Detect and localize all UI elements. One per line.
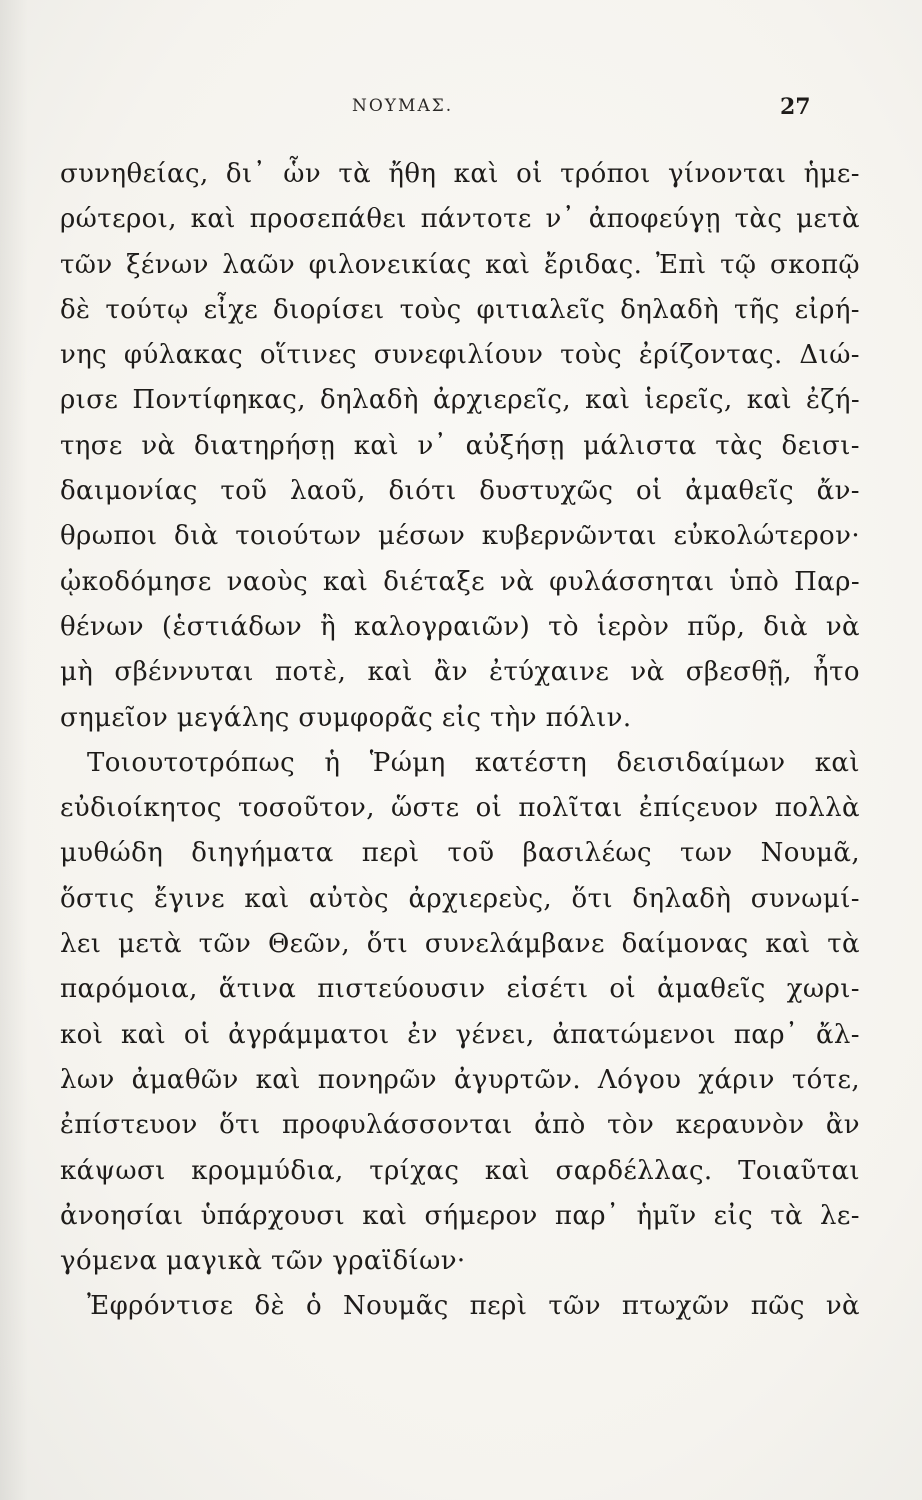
text-line: μὴ σβέννυται ποτὲ, καὶ ἂν ἐτύχαινε νὰ σβεσθῇ, ἦτο: [60, 657, 860, 688]
text-line: θένων (ἑστιάδων ἢ καλογραιῶν) τὸ ἱερὸν πῦρ, διὰ νὰ: [60, 611, 860, 642]
running-title: ΝΟΥΜΑΣ.: [352, 96, 454, 116]
text-line: παρόμοια, ἅτινα πιστεύουσιν εἰσέτι οἱ ἀμαθεῖς χωρι-: [60, 974, 860, 1005]
text-line: κοὶ καὶ οἱ ἀγράμματοι ἐν γένει, ἀπατώμενοι παρ᾽ ἄλ-: [60, 1019, 860, 1050]
text-line: τῶν ξένων λαῶν φιλονεικίας καὶ ἔριδας. Ἐπὶ τῷ σκοπῷ: [60, 249, 860, 280]
paragraph-end-line: σημεῖον μεγάλης συμφορᾶς εἰς τὴν πόλιν.: [60, 702, 632, 733]
text-line: ρώτεροι, καὶ προσεπάθει πάντοτε ν᾽ ἀποφεύγῃ τὰς μετὰ: [60, 204, 860, 235]
text-line: δαιμονίας τοῦ λαοῦ, διότι δυστυχῶς οἱ ἀμαθεῖς ἄν-: [60, 476, 860, 507]
page-number: 27: [780, 94, 811, 120]
text-line: ἀνοησίαι ὑπάρχουσι καὶ σήμερον παρ᾽ ἡμῖν εἰς τὰ λε-: [60, 1200, 860, 1231]
text-line: συνηθείας, δι᾽ ὧν τὰ ἤθη καὶ οἱ τρόποι γίνονται ἡμε-: [60, 159, 860, 189]
text-line: τησε νὰ διατηρήσῃ καὶ ν᾽ αὐξήσῃ μάλιστα τὰς δεισι-: [60, 430, 860, 461]
text-line: λων ἀμαθῶν καὶ πονηρῶν ἀγυρτῶν. Λόγου χάριν τότε,: [60, 1064, 860, 1095]
text-line: ρισε Ποντίφηκας, δηλαδὴ ἀρχιερεῖς, καὶ ἱερεῖς, καὶ ἐζή-: [60, 385, 860, 416]
paragraph-start-line: Ἐφρόντισε δὲ ὁ Νουμᾶς περὶ τῶν πτωχῶν πῶς νὰ: [87, 1291, 860, 1322]
text-line: νης φύλακας οἵτινες συνεφιλίουν τοὺς ἐρίζοντας. Διώ-: [60, 340, 860, 371]
paragraph-end-line: γόμενα μαγικὰ τῶν γραϊδίων·: [60, 1246, 466, 1277]
text-line: μυθώδη διηγήματα περὶ τοῦ βασιλέως των Νουμᾶ,: [60, 838, 860, 869]
text-line: ὅστις ἔγινε καὶ αὐτὸς ἀρχιερεὺς, ὅτι δηλαδὴ συνωμί-: [60, 883, 860, 914]
text-line: λει μετὰ τῶν Θεῶν, ὅτι συνελάμβανε δαίμονας καὶ τὰ: [60, 929, 860, 960]
text-line: εὐδιοίκητος τοσοῦτον, ὥστε οἱ πολῖται ἐπίςευον πολλὰ: [60, 793, 860, 824]
text-line: ᾠκοδόμησε ναοὺς καὶ διέταξε νὰ φυλάσσηται ὑπὸ Παρ-: [60, 566, 860, 597]
text-line: ἐπίστευον ὅτι προφυλάσσονται ἀπὸ τὸν κεραυνὸν ἂν: [60, 1110, 860, 1141]
page-gutter-shadow: [0, 0, 28, 1500]
text-line: δὲ τούτῳ εἶχε διορίσει τοὺς φιτιαλεῖς δηλαδὴ τῆς εἰρή-: [60, 294, 860, 325]
text-line: θρωποι διὰ τοιούτων μέσων κυβερνῶνται εὐκολώτερον·: [60, 521, 860, 552]
paragraph-start-line: Τοιουτοτρόπως ἡ Ῥώμη κατέστη δεισιδαίμων καὶ: [87, 747, 860, 778]
page-header: [0, 96, 922, 126]
text-line: κάψωσι κρομμύδια, τρίχας καὶ σαρδέλλας. Τοιαῦται: [60, 1155, 860, 1186]
body-text: [60, 152, 860, 1330]
